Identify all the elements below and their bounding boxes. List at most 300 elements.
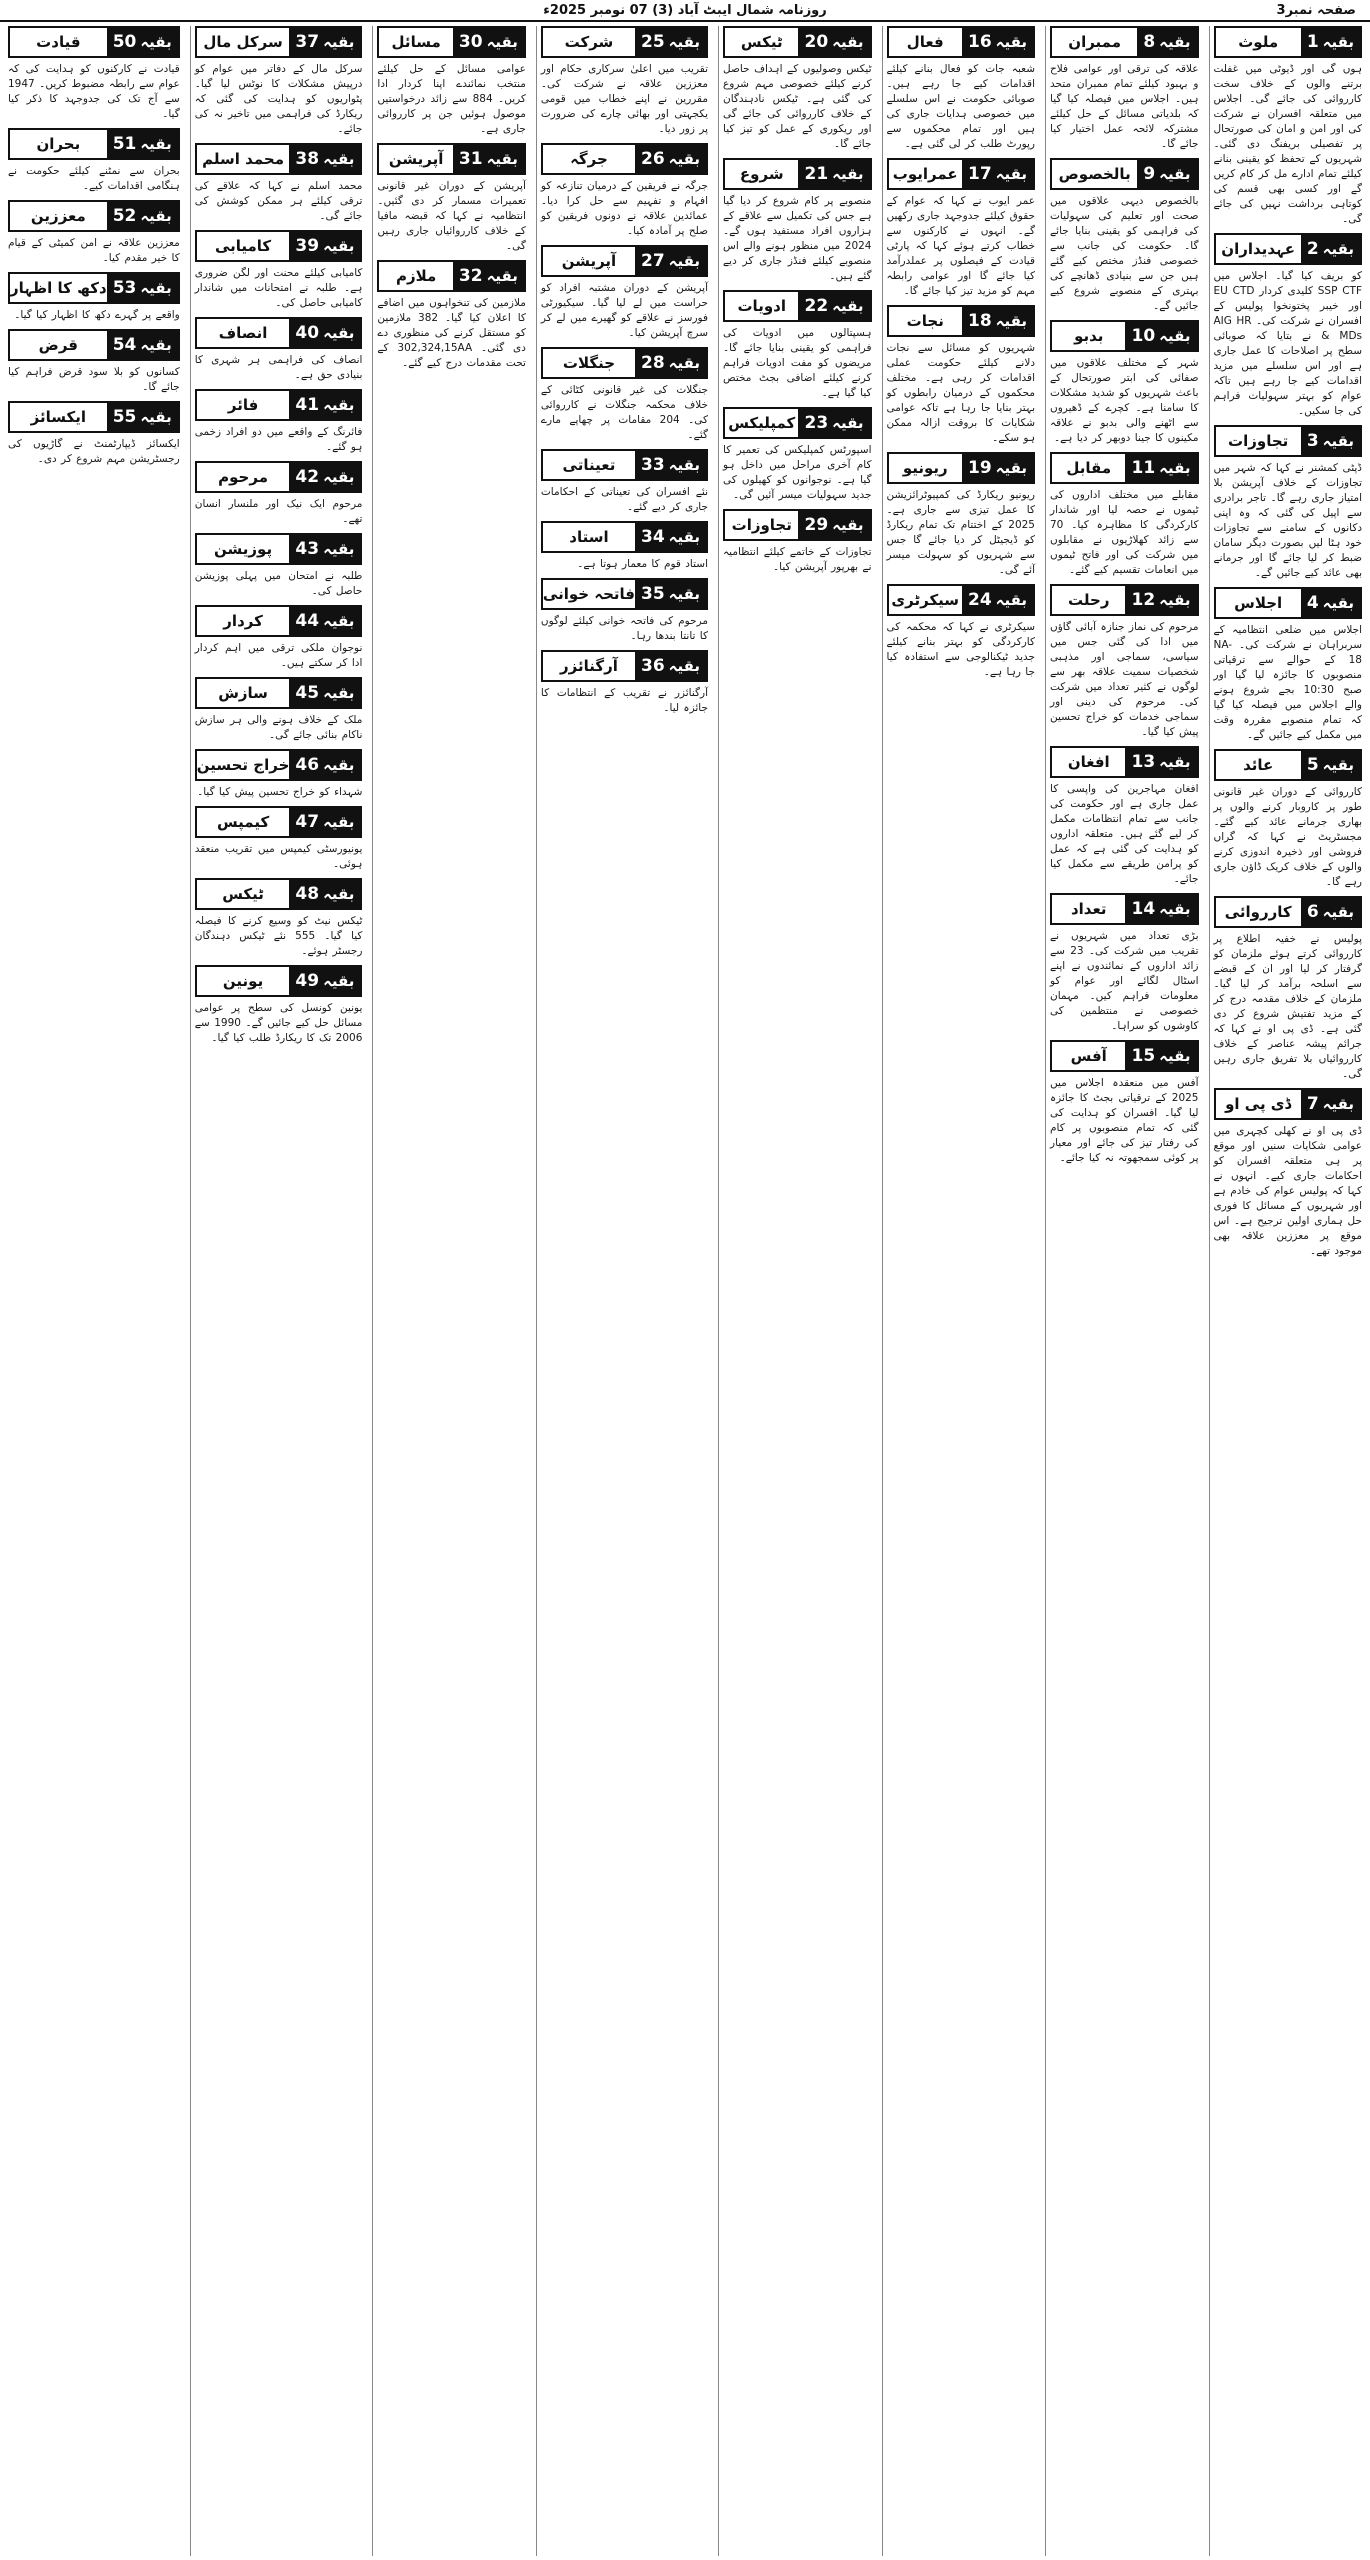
article-body: ڈپٹی کمشنر نے کہا کہ شہر میں تجاوزات کے خلاف آپریشن بلا امتیاز جاری رہے گا۔ تاجر برادری سے اپیل کی گئی کہ وہ اپنی دکانوں کے سامنے سے تجاوزات خود ہٹا لیں بصورت دیگر سامان ضبط کر لیا جائے گا اور جرمانے بھی عائد کیے جائیں گے۔ — [1213, 462, 1362, 579]
article-heading-box — [8, 128, 180, 160]
news-column — [882, 26, 1040, 2556]
continued-article — [195, 806, 363, 872]
continued-badge — [635, 451, 706, 479]
continued-article — [195, 143, 363, 224]
continued-number: 52 — [112, 206, 137, 226]
continued-label: بقیہ — [995, 459, 1027, 477]
continued-label: بقیہ — [668, 456, 700, 474]
article-body: پولیس نے خفیہ اطلاع پر کارروائی کرتے ہوئے ملزمان کو گرفتار کر لیا اور ان کے قبضے سے اسلحہ برآمد کر لیا گیا۔ ملزمان کے خلاف مقدمہ درج کر کے مزید تفتیش شروع کر دی گئی ہے۔ ڈی پی او نے کہا کہ جرائم پیشہ عناصر کے خلاف کارروائیاں بلا تفریق جاری رہیں گی۔ — [1213, 933, 1362, 1080]
article-heading-box — [8, 272, 180, 304]
article-body: ملازمین کی تنخواہوں میں اضافے کا اعلان کیا گیا۔ 382 ملازمین کو مستقل کرنے کی منظوری دے دی گئی۔ 302,324,15AA کے تحت مقدمات درج کیے گئے۔ — [377, 297, 526, 369]
article-body: تجاوزات کے خاتمے کیلئے انتظامیہ نے بھرپور آپریشن کیا۔ — [723, 546, 872, 573]
continued-label: بقیہ — [668, 150, 700, 168]
article-title: ادویات — [725, 292, 798, 320]
continued-article — [1214, 233, 1363, 419]
article-body: شہداء کو خراج تحسین پیش کیا گیا۔ — [197, 786, 363, 798]
continued-article — [195, 26, 363, 137]
article-heading-box — [1214, 1088, 1363, 1120]
article-title: ٹیکس — [197, 880, 290, 908]
article-body: انصاف کی فراہمی ہر شہری کا بنیادی حق ہے۔ — [194, 354, 363, 381]
continued-label: بقیہ — [1322, 594, 1354, 612]
article-heading-box — [541, 143, 708, 175]
continued-badge — [798, 409, 869, 437]
continued-article — [1214, 587, 1363, 743]
continued-badge — [453, 145, 524, 173]
continued-number: 15 — [1131, 1046, 1156, 1066]
continued-number: 13 — [1131, 752, 1156, 772]
article-heading-box — [1050, 746, 1199, 778]
article-title: بدبو — [1052, 322, 1125, 350]
page-number-label: صفحہ نمبر3 — [1276, 2, 1356, 18]
continued-badge — [798, 511, 869, 539]
article-body: تقریب میں اعلیٰ سرکاری حکام اور معززین علاقہ نے شرکت کی۔ مقررین نے اپنے خطاب میں قومی یکجہتی اور بھائی چارے کی ضرورت پر زور دیا۔ — [540, 63, 708, 135]
continued-number: 55 — [112, 407, 137, 427]
continued-article — [1050, 584, 1199, 740]
article-title: آفس — [1052, 1042, 1125, 1070]
article-body: منصوبے پر کام شروع کر دیا گیا ہے جس کی تکمیل سے علاقے کے ہزاروں افراد مستفید ہوں گے۔ 2024 میں منظور ہونے والے اس منصوبے کیلئے فنڈز جاری کر دیے گئے ہیں۔ — [723, 195, 872, 282]
article-heading-box — [195, 143, 363, 175]
article-body: سیکرٹری نے کہا کہ محکمہ کی کارکردگی کو بہتر بنانے کیلئے جدید ٹیکنالوجی سے استفادہ کیا جا رہا ہے۔ — [886, 621, 1035, 678]
article-body: نوجوان ملکی ترقی میں اہم کردار ادا کر سکتے ہیں۔ — [194, 642, 363, 669]
continued-number: 21 — [804, 164, 829, 184]
article-body: ایکسائز ڈیپارٹمنٹ نے گاڑیوں کی رجسٹریشن مہم شروع کر دی۔ — [7, 438, 180, 465]
continued-number: 27 — [640, 251, 665, 271]
article-heading-box — [1050, 1040, 1199, 1072]
continued-article — [1050, 26, 1199, 152]
continued-label: بقیہ — [668, 657, 700, 675]
article-body: عوامی مسائل کے حل کیلئے منتخب نمائندے اپنا کردار ادا کریں۔ 884 سے زائد درخواستیں موصول ہوئیں جن پر کارروائی جاری ہے۔ — [377, 63, 526, 135]
article-body: استاد قوم کا معمار ہوتا ہے۔ — [577, 558, 708, 570]
continued-badge — [453, 262, 524, 290]
continued-label: بقیہ — [1322, 432, 1354, 450]
continued-badge — [1125, 1042, 1196, 1070]
article-heading-box — [723, 407, 872, 439]
article-body: یونیورسٹی کیمپس میں تقریب منعقد ہوئی۔ — [194, 843, 363, 870]
continued-badge — [289, 751, 360, 779]
continued-label: بقیہ — [140, 33, 172, 51]
article-body: عمر ایوب نے کہا کہ عوام کے حقوق کیلئے جدوجہد جاری رکھیں گے۔ انہوں نے کارکنوں سے خطاب کرتے ہوئے کہا کہ پارٹی قیادت کے فیصلوں پر عملدرآمد کیا جائے گا اور عوامی رابطہ مہم کو مزید تیز کیا جائے گا۔ — [886, 195, 1035, 297]
article-body: معززین علاقہ نے امن کمیٹی کے قیام کا خیر مقدم کیا۔ — [7, 237, 180, 264]
continued-article — [195, 677, 363, 743]
article-heading-box — [195, 677, 363, 709]
continued-number: 3 — [1306, 431, 1319, 451]
article-heading-box — [1050, 320, 1199, 352]
article-body: آپریشن کے دوران مشتبہ افراد کو حراست میں لے لیا گیا۔ سیکیورٹی فورسز نے علاقے کو گھیرے میں لے کر سرچ آپریشن کیا۔ — [540, 282, 708, 339]
news-columns — [4, 26, 1366, 2556]
article-title: ریونیو — [889, 454, 962, 482]
continued-badge — [635, 580, 706, 608]
article-heading-box — [8, 200, 180, 232]
continued-badge — [962, 28, 1033, 56]
news-column — [536, 26, 712, 2556]
continued-label: بقیہ — [1322, 33, 1354, 51]
article-heading-box — [377, 143, 526, 175]
continued-badge — [289, 967, 360, 995]
news-column — [4, 26, 184, 2556]
article-body: اجلاس میں ضلعی انتظامیہ کے سربراہان نے شرکت کی۔ NA-18 کے حوالے سے ترقیاتی منصوبوں کا جائزہ لیا گیا اور صبح 10:30 بجے شروع ہونے والے اجلاس میں فیصلہ کیا گیا کہ تمام منصوبے مقررہ وقت میں مکمل کیے جائیں گے۔ — [1213, 624, 1363, 741]
continued-label: بقیہ — [995, 312, 1027, 330]
article-title: فائر — [197, 391, 290, 419]
continued-badge — [107, 28, 178, 56]
article-heading-box — [1050, 584, 1199, 616]
article-body: ہسپتالوں میں ادویات کی فراہمی کو یقینی بنایا جائے گا۔ مریضوں کو مفت ادویات فراہم کرنے کیلئے اضافی بجٹ مختص کیا گیا ہے۔ — [723, 327, 872, 399]
continued-article — [8, 128, 180, 194]
continued-number: 32 — [458, 266, 483, 286]
continued-article — [541, 650, 708, 716]
continued-article — [887, 158, 1036, 299]
article-body: ہوں گی اور ڈیوٹی میں غفلت برتنے والوں کے خلاف سخت کارروائی کی جائے گی۔ اجلاس میں متعلقہ افسران نے شرکت کی اور امن و امان کی صورتحال پر تفصیلی بریفنگ دی گئی۔ شہریوں کے تحفظ کو یقینی بنانے کیلئے تمام ادارے مل کر کام کریں گے اور کسی بھی قسم کی کوتاہی برداشت نہیں کی جائے گی۔ — [1213, 63, 1362, 225]
continued-label: بقیہ — [1322, 240, 1354, 258]
continued-number: 35 — [640, 584, 665, 604]
continued-number: 28 — [640, 353, 665, 373]
continued-label: بقیہ — [1159, 33, 1191, 51]
continued-badge — [289, 463, 360, 491]
article-heading-box — [887, 584, 1036, 616]
article-body: سرکل مال کے دفاتر میں عوام کو درپیش مشکلات کا نوٹس لیا گیا۔ پٹواریوں کو ہدایت کی گئی کہ ریکارڈ کی فراہمی میں تاخیر نہ کی جائے۔ — [194, 63, 363, 135]
article-body: آپریشن کے دوران غیر قانونی تعمیرات مسمار کر دی گئیں۔ انتظامیہ نے کہا کہ قبضہ مافیا کے خلاف کارروائیاں جاری رہیں گی۔ — [377, 180, 526, 252]
article-body: بڑی تعداد میں شہریوں نے تقریب میں شرکت کی۔ 23 سے زائد اداروں کے نمائندوں نے اپنے اسٹال لگائے اور عوام کو معلومات فراہم کیں۔ مہمان خصوصی نے منتظمین کی کاوشوں کو سراہا۔ — [1050, 930, 1199, 1032]
article-heading-box — [723, 290, 872, 322]
article-heading-box — [541, 245, 708, 277]
article-title: تعیناتی — [543, 451, 635, 479]
continued-label: بقیہ — [323, 237, 355, 255]
article-body: کو بریف کیا گیا۔ اجلاس میں SSP CTF کلیدی کردار EU CTD اور خیبر پختونخوا پولیس کے افسران نے شرکت کی۔ AIG HR & MDs نے بتایا کہ صوبائی سطح پر اصلاحات کا عمل جاری ہے اور اس سلسلے میں مزید اقدامات کیے جا رہے ہیں تاکہ عوام کو بہتر سہولیات فراہم کی جا سکیں۔ — [1213, 270, 1363, 417]
continued-number: 51 — [112, 134, 137, 154]
article-heading-box — [195, 461, 363, 493]
continued-badge — [1301, 751, 1360, 779]
continued-number: 31 — [458, 149, 483, 169]
article-heading-box — [1214, 749, 1363, 781]
continued-badge — [635, 523, 706, 551]
continued-number: 30 — [458, 32, 483, 52]
continued-badge — [962, 586, 1033, 614]
article-title: تعداد — [1052, 895, 1125, 923]
article-title: سیکرٹری — [889, 586, 962, 614]
continued-badge — [107, 403, 178, 431]
article-title: پوزیشن — [197, 535, 290, 563]
continued-label: بقیہ — [323, 612, 355, 630]
article-heading-box — [541, 650, 708, 682]
article-body: افغان مہاجرین کی واپسی کا عمل جاری ہے اور حکومت کی جانب سے تمام انتظامات مکمل کر لیے گئے ہیں۔ متعلقہ اداروں کو ہدایت کی گئی ہے کہ عمل کو پرامن طریقے سے مکمل کیا جائے۔ — [1050, 783, 1199, 885]
continued-badge — [1301, 28, 1360, 56]
continued-number: 25 — [640, 32, 665, 52]
article-title: آرگنائزر — [543, 652, 635, 680]
article-heading-box — [377, 260, 526, 292]
article-title: ایکسائز — [10, 403, 107, 431]
article-title: مرحوم — [197, 463, 290, 491]
continued-article — [541, 578, 708, 644]
article-heading-box — [541, 578, 708, 610]
article-heading-box — [1050, 158, 1199, 190]
continued-number: 39 — [295, 236, 320, 256]
continued-number: 11 — [1131, 458, 1156, 478]
continued-article — [1214, 26, 1363, 227]
continued-number: 1 — [1306, 32, 1319, 52]
continued-article — [541, 245, 708, 341]
article-title: استاد — [543, 523, 635, 551]
article-body: ڈی پی او نے کھلی کچہری میں عوامی شکایات سنیں اور موقع پر ہی متعلقہ افسران کو احکامات جاری کیے۔ انہوں نے کہا کہ پولیس عوام کی خادم ہے اور شہریوں کے مسائل کا فوری حل ہماری اولین ترجیح ہے۔ اس موقع پر معززین علاقہ بھی موجود تھے۔ — [1213, 1125, 1362, 1257]
continued-article — [195, 461, 363, 527]
continued-article — [1050, 893, 1199, 1034]
continued-badge — [962, 307, 1033, 335]
continued-article — [8, 26, 180, 122]
continued-article — [1214, 896, 1363, 1082]
news-column — [1045, 26, 1203, 2556]
continued-article — [541, 521, 708, 572]
article-body: یونین کونسل کی سطح پر عوامی مسائل حل کیے جائیں گے۔ 1990 سے 2006 تک کا ریکارڈ طلب کیا گیا۔ — [194, 1002, 363, 1044]
continued-article — [8, 401, 180, 467]
continued-label: بقیہ — [323, 972, 355, 990]
continued-badge — [289, 145, 360, 173]
article-heading-box — [887, 26, 1036, 58]
article-body: ٹیکس وصولیوں کے اہداف حاصل کرنے کیلئے خصوصی مہم شروع کی گئی ہے۔ ٹیکس نادہندگان کے خلاف کارروائی کی جائے گی اور ریکوری کے عمل کو تیز کیا جائے گا۔ — [723, 63, 872, 150]
continued-badge — [289, 391, 360, 419]
article-heading-box — [195, 965, 363, 997]
article-body: آفس میں منعقدہ اجلاس میں 2025 کے ترقیاتی بجٹ کا جائزہ لیا گیا۔ افسران کو ہدایت کی گئی کہ تمام منصوبوں پر کام کی رفتار تیز کی جائے اور معیار پر کوئی سمجھوتہ نہ کیا جائے۔ — [1050, 1077, 1199, 1164]
article-heading-box — [195, 389, 363, 421]
article-title: فعال — [889, 28, 962, 56]
article-title: سازش — [197, 679, 290, 707]
continued-badge — [635, 145, 706, 173]
article-body: واقعے پر گہرے دکھ کا اظہار کیا گیا۔ — [14, 309, 180, 321]
continued-badge — [635, 247, 706, 275]
continued-article — [1214, 749, 1363, 890]
continued-number: 41 — [295, 395, 320, 415]
continued-label: بقیہ — [995, 591, 1027, 609]
article-heading-box — [1050, 26, 1199, 58]
continued-label: بقیہ — [323, 396, 355, 414]
continued-badge — [289, 535, 360, 563]
continued-badge — [1125, 586, 1196, 614]
continued-article — [377, 26, 526, 137]
continued-article — [1050, 746, 1199, 887]
continued-number: 2 — [1306, 239, 1319, 259]
continued-number: 47 — [295, 812, 320, 832]
continued-article — [1050, 452, 1199, 578]
continued-badge — [453, 28, 524, 56]
continued-label: بقیہ — [1159, 1047, 1191, 1065]
continued-label: بقیہ — [668, 585, 700, 603]
continued-label: بقیہ — [1159, 327, 1191, 345]
article-title: افغان — [1052, 748, 1125, 776]
page-no: (3) — [652, 2, 674, 18]
article-title: نجات — [889, 307, 962, 335]
article-heading-box — [723, 158, 872, 190]
continued-number: 46 — [295, 755, 320, 775]
continued-article — [723, 158, 872, 284]
continued-article — [723, 407, 872, 503]
article-title: یونین — [197, 967, 290, 995]
continued-label: بقیہ — [486, 33, 518, 51]
continued-number: 44 — [295, 611, 320, 631]
continued-label: بقیہ — [323, 33, 355, 51]
article-body: مقابلے میں مختلف اداروں کی ٹیموں نے حصہ لیا اور شاندار کارکردگی کا مظاہرہ کیا۔ 70 سے زائد کھلاڑیوں نے مقابلوں میں شرکت کی اور فاتح ٹیموں میں انعامات تقسیم کیے گئے۔ — [1050, 489, 1199, 576]
continued-article — [723, 509, 872, 575]
continued-label: بقیہ — [140, 336, 172, 354]
article-heading-box — [541, 26, 708, 58]
continued-badge — [289, 319, 360, 347]
continued-badge — [1125, 748, 1196, 776]
continued-article — [1214, 425, 1363, 581]
continued-number: 53 — [112, 278, 137, 298]
article-title: انصاف — [197, 319, 290, 347]
continued-label: بقیہ — [1322, 1095, 1354, 1113]
article-title: کارروائی — [1216, 898, 1301, 926]
article-title: دکھ کا اظہار — [10, 274, 107, 302]
article-title: عائد — [1216, 751, 1301, 779]
article-heading-box — [723, 509, 872, 541]
continued-number: 24 — [967, 590, 992, 610]
continued-article — [723, 290, 872, 401]
article-body: نئے افسران کی تعیناتی کے احکامات جاری کر دیے گئے۔ — [540, 486, 708, 513]
continued-badge — [962, 454, 1033, 482]
article-body: مرحوم کی نماز جنازہ آبائی گاؤں میں ادا کی گئی جس میں سیاسی، سماجی اور مذہبی شخصیات سمیت علاقہ بھر سے لوگوں نے کثیر تعداد میں شرکت کی۔ مرحوم کی دینی اور سماجی خدمات کو خراج تحسین پیش کیا گیا۔ — [1050, 621, 1199, 738]
continued-article — [195, 317, 363, 383]
continued-number: 33 — [640, 455, 665, 475]
continued-number: 4 — [1306, 593, 1319, 613]
article-body: ملک کے خلاف ہونے والی ہر سازش ناکام بنائی جائے گی۔ — [194, 714, 363, 741]
article-title: ملوث — [1216, 28, 1301, 56]
continued-label: بقیہ — [1159, 591, 1191, 609]
masthead-center — [543, 3, 827, 18]
continued-badge — [107, 202, 178, 230]
continued-article — [195, 965, 363, 1046]
continued-article — [195, 749, 363, 800]
continued-badge — [289, 808, 360, 836]
continued-label: بقیہ — [1322, 756, 1354, 774]
article-heading-box — [541, 521, 708, 553]
continued-article — [8, 329, 180, 395]
article-heading-box — [887, 452, 1036, 484]
continued-article — [195, 389, 363, 455]
continued-label: بقیہ — [140, 207, 172, 225]
continued-badge — [1301, 589, 1360, 617]
continued-label: بقیہ — [323, 756, 355, 774]
news-column — [718, 26, 876, 2556]
article-heading-box — [1050, 452, 1199, 484]
article-title: ملازم — [379, 262, 452, 290]
article-body: مرحوم کی فاتحہ خوانی کیلئے لوگوں کا تانتا بندھا رہا۔ — [540, 615, 708, 642]
continued-label: بقیہ — [323, 684, 355, 702]
continued-badge — [1125, 454, 1196, 482]
continued-number: 9 — [1143, 164, 1156, 184]
continued-article — [723, 26, 872, 152]
continued-label: بقیہ — [323, 150, 355, 168]
continued-article — [541, 449, 708, 515]
article-heading-box — [195, 749, 363, 781]
continued-label: بقیہ — [323, 813, 355, 831]
continued-label: بقیہ — [323, 468, 355, 486]
continued-badge — [962, 160, 1033, 188]
article-body: کارروائی کے دوران غیر قانونی طور پر کاروبار کرنے والوں پر بھاری جرمانے عائد کیے گئے۔ مجسٹریٹ نے کہا کہ گراں فروشی اور ذخیرہ اندوزی کرنے والوں کے خلاف کریک ڈاؤن جاری رہے گا۔ — [1213, 786, 1362, 888]
continued-number: 38 — [295, 149, 320, 169]
continued-label: بقیہ — [832, 414, 864, 432]
continued-label: بقیہ — [140, 135, 172, 153]
article-body: فائرنگ کے واقعے میں دو افراد زخمی ہو گئے۔ — [194, 426, 363, 453]
article-title: سرکل مال — [197, 28, 290, 56]
continued-article — [887, 26, 1036, 152]
continued-number: 40 — [295, 323, 320, 343]
continued-number: 49 — [295, 971, 320, 991]
article-title: ممبران — [1052, 28, 1137, 56]
continued-label: بقیہ — [323, 324, 355, 342]
article-title: آپریشن — [379, 145, 452, 173]
article-title: تجاوزات — [725, 511, 798, 539]
continued-label: بقیہ — [140, 408, 172, 426]
continued-badge — [1301, 1090, 1360, 1118]
continued-badge — [635, 28, 706, 56]
continued-badge — [1137, 28, 1196, 56]
article-title: شرکت — [543, 28, 635, 56]
continued-article — [377, 260, 526, 371]
article-title: فاتحہ خوانی — [543, 580, 635, 608]
continued-badge — [289, 880, 360, 908]
article-title: کمپلیکس — [725, 409, 798, 437]
continued-label: بقیہ — [668, 528, 700, 546]
article-body: شہریوں کو مسائل سے نجات دلانے کیلئے حکومت عملی اقدامات کر رہی ہے۔ مختلف محکموں کے درمیان رابطوں کو بہتر بنایا جا رہا ہے تاکہ عوامی شکایات کا بروقت ازالہ ممکن ہو سکے۔ — [886, 342, 1035, 444]
continued-number: 23 — [804, 413, 829, 433]
article-heading-box — [887, 158, 1036, 190]
continued-article — [887, 452, 1036, 578]
article-body: شہر کے مختلف علاقوں میں صفائی کی ابتر صورتحال کے باعث شہریوں کو شدید مشکلات کا سامنا ہے۔ کچرے کے ڈھیروں سے اٹھنے والی بدبو نے علاقہ مکینوں کا جینا دوبھر کر دیا ہے۔ — [1050, 357, 1199, 444]
continued-article — [1050, 320, 1199, 446]
continued-number: 43 — [295, 539, 320, 559]
article-heading-box — [1214, 425, 1363, 457]
continued-badge — [798, 160, 869, 188]
article-title: قرض — [10, 331, 107, 359]
continued-badge — [1301, 898, 1360, 926]
continued-badge — [289, 232, 360, 260]
continued-label: بقیہ — [832, 33, 864, 51]
continued-number: 36 — [640, 656, 665, 676]
article-title: جرگہ — [543, 145, 635, 173]
continued-number: 50 — [112, 32, 137, 52]
article-title: کردار — [197, 607, 290, 635]
continued-badge — [635, 652, 706, 680]
continued-number: 10 — [1131, 326, 1156, 346]
continued-number: 48 — [295, 884, 320, 904]
continued-badge — [798, 292, 869, 320]
continued-number: 34 — [640, 527, 665, 547]
article-heading-box — [1214, 896, 1363, 928]
continued-label: بقیہ — [1159, 753, 1191, 771]
article-heading-box — [1214, 233, 1363, 265]
article-heading-box — [195, 878, 363, 910]
article-heading-box — [195, 317, 363, 349]
article-heading-box — [8, 26, 180, 58]
masthead — [0, 0, 1370, 22]
continued-number: 6 — [1306, 902, 1319, 922]
continued-badge — [1137, 160, 1196, 188]
article-heading-box — [1214, 26, 1363, 58]
continued-article — [195, 230, 363, 311]
article-title: عہدیداران — [1216, 235, 1301, 263]
continued-number: 8 — [1143, 32, 1156, 52]
continued-number: 16 — [967, 32, 992, 52]
continued-label: بقیہ — [486, 150, 518, 168]
article-heading-box — [195, 26, 363, 58]
article-body: شعبہ جات کو فعال بنانے کیلئے اقدامات کیے جا رہے ہیں۔ صوبائی حکومت نے اس سلسلے میں خصوصی ہدایات جاری کی ہیں اور تمام محکموں سے رپورٹ طلب کر لی گئی ہے۔ — [886, 63, 1035, 150]
article-body: علاقہ کی ترقی اور عوامی فلاح و بہبود کیلئے تمام ممبران متحد ہیں۔ اجلاس میں فیصلہ کیا گیا کہ بلدیاتی مسائل کے حل کیلئے مشترکہ لائحہ عمل اختیار کیا جائے گا۔ — [1050, 63, 1199, 150]
continued-badge — [1301, 235, 1360, 263]
article-heading-box — [195, 230, 363, 262]
continued-article — [1050, 1040, 1199, 1166]
article-title: مسائل — [379, 28, 452, 56]
continued-label: بقیہ — [1322, 903, 1354, 921]
article-body: ریونیو ریکارڈ کی کمپیوٹرائزیشن کا عمل تیزی سے جاری ہے۔ 2025 کے اختتام تک تمام ریکارڈ کو ڈیجیٹل کر دیا جائے گا جس سے شہریوں کو سہولت میسر آئے گی۔ — [886, 489, 1035, 576]
news-column — [190, 26, 367, 2556]
continued-number: 5 — [1306, 755, 1319, 775]
